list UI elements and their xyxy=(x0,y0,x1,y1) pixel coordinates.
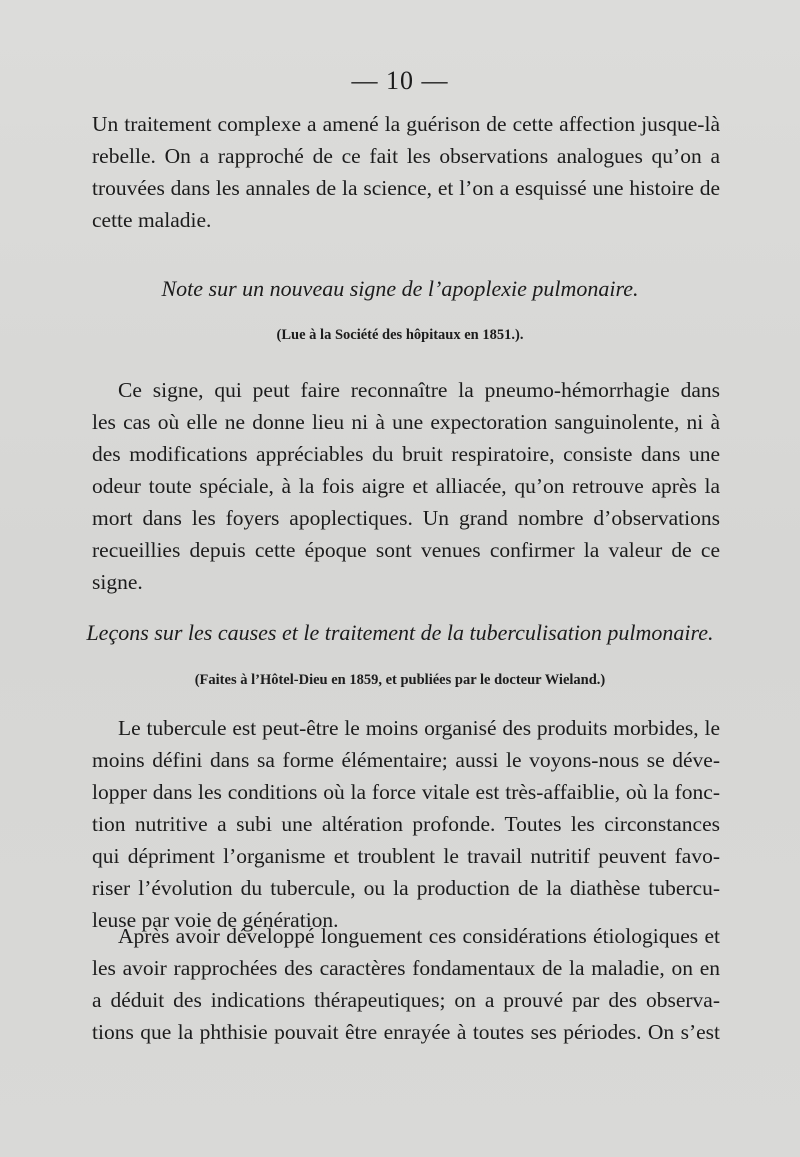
text-line: riser l’évolution du tubercule, ou la production de la diathèse tubercu- xyxy=(92,876,720,900)
text-line: des modifications appréciables du bruit respiratoire, consiste dans une xyxy=(92,442,720,466)
text-line: leuse par voie de génération. xyxy=(92,908,339,932)
text-line: Le tubercule est peut-être le moins organisé des produits morbides, le xyxy=(118,716,720,740)
text-line: Ce signe, qui peut faire reconnaître la pneumo-hémorrhagie dans xyxy=(118,378,720,402)
text-line: a déduit des indications thérapeutiques; on a prouvé par des observa- xyxy=(92,988,720,1012)
section-heading-apoplexie: Note sur un nouveau signe de l’apoplexie pulmonaire. xyxy=(161,276,639,301)
text-line: les cas où elle ne donne lieu ni à une expectoration sanguinolente, ni à xyxy=(92,410,720,434)
text-line: tions que la phthisie pouvait être enrayée à toutes ses périodes. On s’est xyxy=(92,1020,720,1044)
text-line: lopper dans les conditions où la force vitale est très-affaiblie, où la fonc- xyxy=(92,780,720,804)
text-line: moins défini dans sa forme élémentaire; aussi le voyons-nous se déve- xyxy=(92,748,720,772)
text-line: Un traitement complexe a amené la guérison de cette affection jusque-là xyxy=(92,112,720,136)
page-number: — 10 — xyxy=(351,66,449,95)
text-line: qui dépriment l’organisme et troublent le travail nutritif peuvent favo- xyxy=(92,844,720,868)
text-line: les avoir rapprochées des caractères fondamentaux de la maladie, on en xyxy=(92,956,720,980)
intro-paragraph xyxy=(92,108,720,236)
tuberculisation-paragraph-2 xyxy=(92,920,720,1048)
text-line: trouvées dans les annales de la science, et l’on a esquissé une histoire de xyxy=(92,176,720,200)
text-line: odeur toute spéciale, à la fois aigre et alliacée, qu’on retrouve après la xyxy=(92,474,720,498)
text-line: cette maladie. xyxy=(92,208,212,232)
text-line: signe. xyxy=(92,570,143,594)
tuberculisation-paragraph-1 xyxy=(92,712,720,936)
text-line: rebelle. On a rapproché de ce fait les observations analogues qu’on a xyxy=(92,144,720,168)
text-line: recueillies depuis cette époque sont venues confirmer la valeur de ce xyxy=(92,538,720,562)
section-note-apoplexie: (Lue à la Société des hôpitaux en 1851.). xyxy=(276,327,524,343)
text-line: mort dans les foyers apoplectiques. Un grand nombre d’observations xyxy=(92,506,720,530)
text-line: tion nutritive a subi une altération profonde. Toutes les circonstances xyxy=(92,812,720,836)
section-note-tuberculisation: (Faites à l’Hôtel-Dieu en 1859, et publiées par le docteur Wieland.) xyxy=(194,672,606,688)
section-heading-tuberculisation: Leçons sur les causes et le traitement de la tuberculisation pulmonaire. xyxy=(86,620,714,645)
apoplexie-paragraph xyxy=(92,374,720,598)
text-line: Après avoir développé longuement ces considérations étiologiques et xyxy=(118,924,720,948)
